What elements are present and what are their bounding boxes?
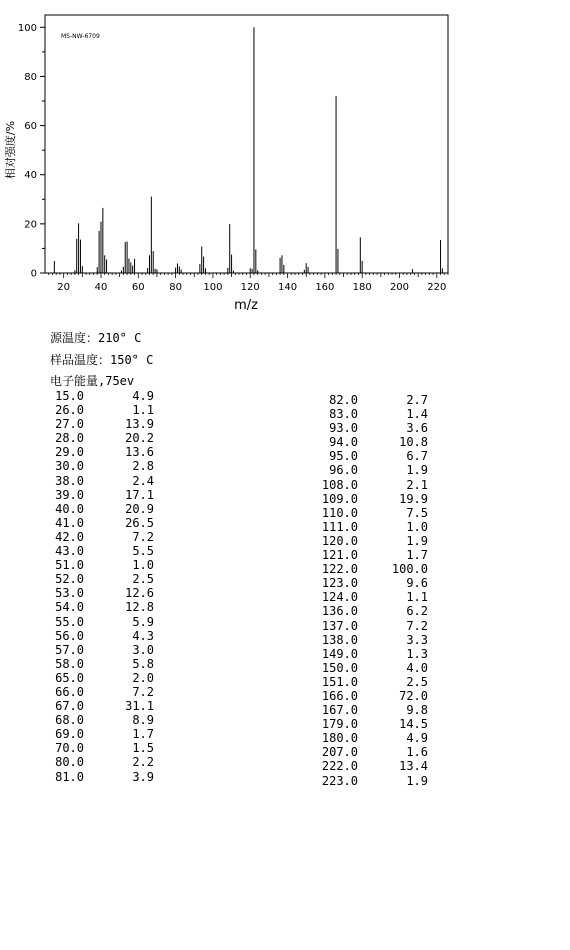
peak-mz: 151.0 [321, 674, 358, 689]
peak-table-row [318, 393, 438, 407]
peak-abundance: 1.9 [406, 533, 428, 548]
peak-mz: 56.0 [55, 628, 84, 643]
peak-table-row [44, 516, 164, 530]
x-tick-label: 160 [315, 282, 335, 293]
peak-mz: 15.0 [55, 389, 84, 403]
peak-abundance: 1.5 [132, 741, 154, 756]
peak-mz: 167.0 [321, 703, 358, 718]
peak-mz: 136.0 [321, 604, 358, 619]
peak-table-row [44, 431, 164, 445]
y-tick-label: 20 [24, 219, 37, 231]
peak-abundance: 4.9 [406, 731, 428, 746]
peak-mz: 51.0 [55, 558, 84, 573]
peak-mz: 52.0 [55, 572, 84, 587]
peak-table-row [44, 600, 164, 614]
peak-table-row [44, 544, 164, 558]
peak-abundance: 1.9 [406, 773, 428, 788]
peak-abundance: 3.3 [406, 632, 428, 647]
peak-abundance: 1.7 [406, 548, 428, 563]
peak-mz: 41.0 [55, 515, 84, 530]
peak-mz: 26.0 [55, 403, 84, 418]
x-tick-label: 100 [203, 282, 223, 293]
peak-table-row [44, 389, 164, 403]
peak-mz: 222.0 [321, 759, 358, 774]
peak-mz: 38.0 [55, 473, 84, 488]
peak-mz: 179.0 [321, 717, 358, 732]
peak-abundance: 10.8 [399, 435, 428, 450]
peak-table-row [44, 699, 164, 713]
peak-abundance: 5.9 [132, 614, 154, 629]
peak-table-row [44, 572, 164, 586]
peak-table-row [318, 633, 438, 647]
peak-abundance: 1.1 [406, 590, 428, 605]
peak-mz: 65.0 [55, 670, 84, 685]
x-tick-label: 60 [131, 282, 145, 293]
peak-mz: 69.0 [55, 727, 84, 742]
peak-mz: 27.0 [55, 417, 84, 432]
peak-mz: 40.0 [55, 501, 84, 516]
peak-mz: 122.0 [321, 562, 358, 577]
peak-abundance: 2.7 [406, 393, 428, 407]
peak-mz: 123.0 [321, 576, 358, 591]
peak-table-row [318, 492, 438, 506]
peak-table-row [44, 727, 164, 741]
y-tick-label: 80 [24, 71, 37, 83]
peak-table-row [44, 417, 164, 431]
peak-mz: 207.0 [321, 745, 358, 760]
peak-table-left [44, 389, 164, 784]
peak-abundance: 2.0 [132, 670, 154, 685]
peak-table-row [318, 590, 438, 604]
peak-mz: 121.0 [321, 548, 358, 563]
peak-table-row [44, 671, 164, 685]
peak-abundance: 13.4 [399, 759, 428, 774]
peak-mz: 109.0 [321, 491, 358, 506]
mass-spectrum-chart [0, 0, 570, 320]
peak-abundance: 4.0 [406, 660, 428, 675]
peak-abundance: 2.1 [406, 477, 428, 492]
peak-mz: 57.0 [55, 642, 84, 657]
peak-abundance: 12.8 [125, 600, 154, 615]
peak-abundance: 19.9 [399, 491, 428, 506]
peak-abundance: 14.5 [399, 717, 428, 732]
peak-table-row [318, 647, 438, 661]
peak-table-row [44, 629, 164, 643]
peak-table-row [318, 619, 438, 633]
peak-table-row [318, 520, 438, 534]
peak-abundance: 5.8 [132, 656, 154, 671]
peak-table-row [44, 459, 164, 473]
x-tick-label: 120 [240, 282, 260, 293]
x-tick-label: 140 [277, 282, 298, 293]
peak-table-row [318, 759, 438, 773]
peak-abundance: 13.6 [125, 445, 154, 460]
peak-mz: 110.0 [321, 505, 358, 520]
peak-abundance: 2.8 [132, 459, 154, 474]
peak-table-row [44, 474, 164, 488]
peak-abundance: 7.2 [406, 618, 428, 633]
peak-abundance: 2.5 [132, 572, 154, 587]
x-axis-label: m/z [234, 298, 258, 313]
x-axis-ticks [49, 273, 448, 293]
peak-table-row [318, 703, 438, 717]
peak-mz: 111.0 [321, 519, 358, 534]
peak-table-row [318, 506, 438, 520]
y-tick-label: 40 [24, 170, 37, 182]
peak-abundance: 7.5 [406, 505, 428, 520]
peak-table-row [318, 421, 438, 435]
peak-mz: 55.0 [55, 614, 84, 629]
peak-table-row [318, 745, 438, 759]
peak-abundance: 1.4 [406, 407, 428, 422]
x-tick-label: 180 [352, 282, 372, 293]
peak-mz: 30.0 [55, 459, 84, 474]
peak-abundance: 1.1 [132, 403, 154, 418]
peak-table-row [318, 449, 438, 463]
peak-abundance: 4.9 [132, 389, 154, 403]
peak-table-row [44, 403, 164, 417]
peak-table-row [44, 770, 164, 784]
peak-mz: 28.0 [55, 431, 84, 446]
y-axis-ticks [18, 23, 45, 280]
peak-table-row [44, 488, 164, 502]
peak-abundance: 1.0 [406, 519, 428, 534]
peak-mz: 93.0 [329, 421, 358, 436]
peak-mz: 68.0 [55, 713, 84, 728]
peak-table-row [318, 731, 438, 745]
peak-abundance: 7.2 [132, 684, 154, 699]
peak-abundance: 17.1 [125, 487, 154, 502]
peak-mz: 150.0 [321, 660, 358, 675]
peak-abundance: 7.2 [132, 529, 154, 544]
peak-abundance: 1.6 [406, 745, 428, 760]
peak-table-row [318, 478, 438, 492]
peak-abundance: 12.6 [125, 586, 154, 601]
peak-abundance: 6.2 [406, 604, 428, 619]
peak-table-row [44, 502, 164, 516]
peak-table-row [318, 463, 438, 477]
x-tick-label: 20 [57, 282, 71, 293]
peak-abundance: 3.0 [132, 642, 154, 657]
peak-abundance: 2.2 [132, 755, 154, 770]
peak-abundance: 26.5 [125, 515, 154, 530]
x-tick-label: 80 [169, 282, 182, 293]
peak-mz: 124.0 [321, 590, 358, 605]
peak-table-row [318, 774, 438, 788]
peak-table-row [318, 675, 438, 689]
peak-table-row [44, 445, 164, 459]
peak-table-row [44, 713, 164, 727]
peak-table-row [44, 643, 164, 657]
peak-table-row [318, 604, 438, 618]
peak-mz: 137.0 [321, 618, 358, 633]
peak-table-row [44, 615, 164, 629]
peak-table-row [318, 435, 438, 449]
peak-abundance: 3.6 [406, 421, 428, 436]
peak-abundance: 1.7 [132, 727, 154, 742]
peak-table-row [318, 548, 438, 562]
peak-abundance: 2.4 [132, 473, 154, 488]
source-temperature: 源温度：210° C [50, 331, 142, 345]
peak-mz: 39.0 [55, 487, 84, 502]
peak-table-row [318, 534, 438, 548]
peak-mz: 67.0 [55, 699, 84, 714]
peak-mz: 58.0 [55, 656, 84, 671]
peak-abundance: 5.5 [132, 544, 154, 559]
peak-abundance: 3.9 [132, 769, 154, 784]
y-axis-label: 相对强度/% [4, 120, 17, 180]
peak-table-row [318, 407, 438, 421]
peak-table-right [318, 393, 438, 788]
peak-mz: 66.0 [55, 684, 84, 699]
x-tick-label: 220 [427, 282, 447, 293]
peak-mz: 96.0 [329, 463, 358, 478]
peak-table-row [318, 576, 438, 590]
peak-table-row [44, 586, 164, 600]
peak-mz: 70.0 [55, 741, 84, 756]
x-tick-label: 200 [389, 282, 410, 293]
peak-mz: 108.0 [321, 477, 358, 492]
peak-abundance: 6.7 [406, 449, 428, 464]
peak-mz: 53.0 [55, 586, 84, 601]
peak-mz: 94.0 [329, 435, 358, 450]
sample-temperature: 样品温度：150° C [50, 353, 154, 367]
peak-mz: 180.0 [321, 731, 358, 746]
peak-abundance: 9.6 [406, 576, 428, 591]
peak-abundance: 72.0 [399, 688, 428, 703]
peak-mz: 120.0 [321, 533, 358, 548]
peak-table-row [318, 717, 438, 731]
peak-abundance: 4.3 [132, 628, 154, 643]
peak-abundance: 8.9 [132, 713, 154, 728]
peak-abundance: 20.2 [125, 431, 154, 446]
peak-table-row [44, 685, 164, 699]
peak-table-row [318, 562, 438, 576]
y-tick-label: 0 [30, 268, 37, 280]
peak-abundance: 9.8 [406, 703, 428, 718]
peak-mz: 29.0 [55, 445, 84, 460]
peak-mz: 54.0 [55, 600, 84, 615]
peak-abundance: 1.9 [406, 463, 428, 478]
peak-mz: 82.0 [329, 393, 358, 407]
y-tick-label: 100 [17, 22, 37, 34]
peak-abundance: 100.0 [391, 562, 428, 577]
peak-table-row [44, 741, 164, 755]
peak-table-row [44, 657, 164, 671]
peak-mz: 83.0 [329, 407, 358, 422]
peak-table-row [318, 661, 438, 675]
electron-energy: 电子能量,75ev [50, 374, 135, 388]
peak-abundance: 20.9 [125, 501, 154, 516]
chart-title: MS-NW-6709 [61, 33, 100, 40]
peak-mz: 81.0 [55, 769, 84, 784]
peak-table-row [44, 558, 164, 572]
peak-abundance: 1.0 [132, 558, 154, 573]
peak-abundance: 31.1 [125, 699, 154, 714]
peak-table-row [318, 689, 438, 703]
peak-abundance: 13.9 [125, 417, 154, 432]
plot-frame [45, 15, 448, 273]
peak-mz: 166.0 [321, 688, 358, 703]
peak-table-row [44, 530, 164, 544]
peak-mz: 80.0 [55, 755, 84, 770]
y-tick-label: 60 [24, 121, 37, 133]
peak-table-row [44, 755, 164, 769]
peak-abundance: 1.3 [406, 646, 428, 661]
peak-mz: 43.0 [55, 544, 84, 559]
peak-mz: 223.0 [321, 773, 358, 788]
peak-abundance: 2.5 [406, 674, 428, 689]
peak-mz: 95.0 [329, 449, 358, 464]
peak-mz: 149.0 [321, 646, 358, 661]
x-tick-label: 40 [94, 282, 108, 293]
peak-mz: 138.0 [321, 632, 358, 647]
spectrum-peaks [54, 27, 442, 273]
peak-mz: 42.0 [55, 529, 84, 544]
